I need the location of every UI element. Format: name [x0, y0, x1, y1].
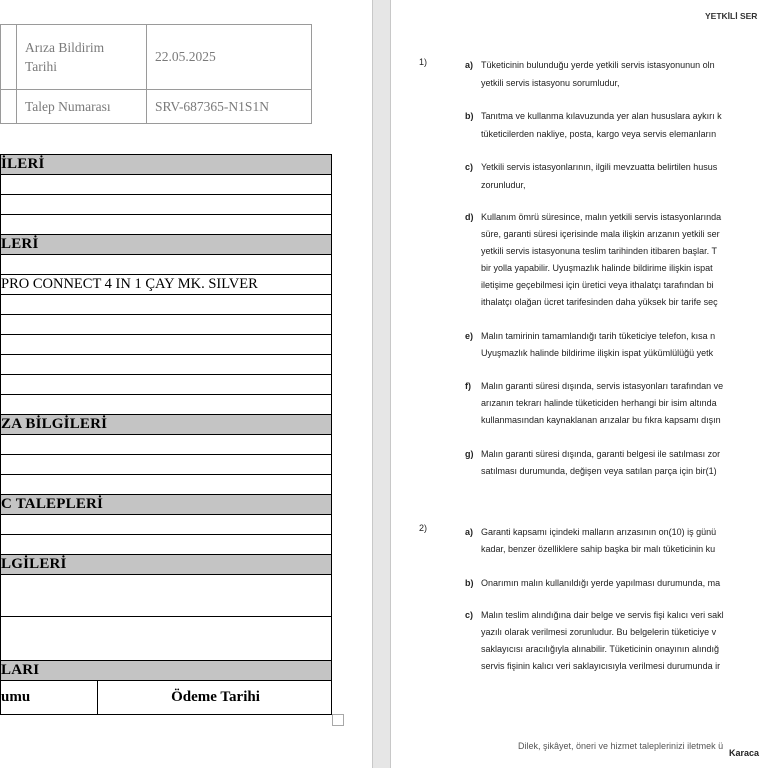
clause-letter: g)	[465, 449, 474, 459]
info-row-request	[1, 90, 312, 124]
form-row	[0, 514, 332, 534]
clause-line: Kullanım ömrü süresince, malın yetkili servis istasyonlarında	[481, 212, 722, 222]
request-value: SRV-687365-N1S1N	[147, 90, 312, 124]
left-page	[0, 0, 372, 768]
clause-letter: b)	[465, 111, 474, 121]
form-row	[0, 294, 332, 314]
clause-line: arızanın tekrarı halinde tüketiciden herhangi bir isim altında	[481, 398, 717, 408]
clause-line: kadar, benzer özelliklere sahip başka bir malı tüketicinin ku	[481, 544, 716, 554]
clause-line: yetkili servis istasyonu sorumludur,	[481, 78, 620, 88]
form-row	[0, 394, 332, 414]
form-row	[0, 454, 332, 474]
payment-table	[0, 680, 332, 715]
clause-letter: b)	[465, 578, 474, 588]
section-header-5: LGİLERİ	[0, 554, 332, 574]
clause-letter: c)	[465, 610, 474, 620]
form-row	[0, 334, 332, 354]
clause-line: kullanmasından kaynaklanan arızalar bu fıkra kapsamı dışın	[481, 415, 721, 425]
clause-line: tüketicilerden nakliye, posta, kargo veya servis elemanların	[481, 129, 717, 139]
form-row	[0, 534, 332, 554]
clause-line: ithalatçı olağan ücret tarifesinden daha yüksek bir tarife seç	[481, 297, 718, 307]
clause-line: zorunludur,	[481, 180, 526, 190]
section-header-3: ZA BİLGİLERİ	[0, 414, 332, 434]
clause-line: yetkili servis istasyonuna teslim tarihinden itibaren başlar. T	[481, 246, 717, 256]
form-row	[0, 174, 332, 194]
page-divider	[372, 0, 373, 768]
form-row	[0, 214, 332, 234]
clause-line: Malın tamirinin tamamlandığı tarih tüketiciye telefon, kısa n	[481, 331, 716, 341]
section-header-2: LERİ	[0, 234, 332, 254]
form-row	[0, 314, 332, 334]
clause-line: Malın teslim alındığına dair belge ve servis fişi kalıcı veri sakl	[481, 610, 724, 620]
date-value: 22.05.2025	[147, 25, 312, 90]
clause-letter: a)	[465, 60, 474, 70]
page-divider	[390, 0, 391, 768]
section-header-4: C TALEPLERİ	[0, 494, 332, 514]
clause-letter: a)	[465, 527, 474, 537]
clause-line: süre, garanti süresi içerisinde mala ilişkin arızanın yetkili ser	[481, 229, 720, 239]
clause-line: Yetkili servis istasyonlarının, ilgili mevzuatta belirtilen husus	[481, 162, 718, 172]
page-header: YETKİLİ SER	[705, 11, 758, 21]
form-row	[0, 474, 332, 494]
date-label: Arıza Bildirim Tarihi	[17, 25, 147, 90]
clause-line: bir yolla yapabilir. Uyuşmazlık halinde bildirime ilişkin ispat	[481, 263, 713, 273]
clause-line: servis fişinin kalıcı veri saklayıcısıyla verilmesi durumunda ir	[481, 661, 721, 671]
form-row	[0, 616, 332, 660]
info-cell-blank	[1, 25, 17, 90]
clause-line: Uyuşmazlık halinde bildirime ilişkin ispat yükümlülüğü yetk	[481, 348, 714, 358]
section-header-1: İLERİ	[0, 154, 332, 174]
section-number-2: 2)	[419, 523, 428, 533]
page-footer: Dilek, şikâyet, öneri ve hizmet taleplerinizi iletmek ü	[518, 741, 724, 751]
form-row	[0, 194, 332, 214]
request-label: Talep Numarası	[17, 90, 147, 124]
payment-col-a: umu	[1, 689, 31, 705]
brand-name: Karaca	[729, 748, 760, 758]
clause-line: Garanti kapsamı içindeki malların arızasının on(10) iş günü	[481, 527, 717, 537]
clause-line: saklayıcısı aracılığıyla alınabilir. Tüketicinin onayının alındığ	[481, 644, 719, 654]
payment-date-header: Ödeme Tarihi	[171, 689, 260, 705]
clause-line: Tüketicinin bulunduğu yerde yetkili servis istasyonunun oln	[481, 60, 715, 70]
table-resize-handle[interactable]	[332, 714, 344, 726]
info-cell-blank	[1, 90, 17, 124]
right-page	[390, 0, 768, 768]
form-row	[0, 574, 332, 616]
clause-line: Tanıtma ve kullanma kılavuzunda yer alan hususlara aykırı k	[481, 111, 722, 121]
info-row-date	[1, 25, 312, 90]
form-row	[0, 254, 332, 274]
form-row	[0, 434, 332, 454]
clause-line: Malın garanti süresi dışında, garanti belgesi ile satılması zor	[481, 449, 721, 459]
clause-letter: e)	[465, 331, 474, 341]
section-header-6: LARI	[0, 660, 332, 680]
product-name: PRO CONNECT 4 IN 1 ÇAY MK. SILVER	[0, 274, 332, 294]
clause-line: Malın garanti süresi dışında, servis istasyonları tarafından ve	[481, 381, 724, 391]
clause-letter: c)	[465, 162, 474, 172]
info-table	[0, 24, 312, 124]
section-number-1: 1)	[419, 57, 428, 67]
clause-letter: f)	[465, 381, 471, 391]
clause-line: iletişime geçebilmesi için üretici veya ithalatçı tarafından bi	[481, 280, 714, 290]
form-row	[0, 354, 332, 374]
clause-line: yazılı olarak verilmesi zorunludur. Bu belgelerin tüketiciye v	[481, 627, 717, 637]
clause-line: satılması durumunda, değişen veya satılan parça için bir(1)	[481, 466, 717, 476]
clause-line: Onarımın malın kullanıldığı yerde yapılması durumunda, ma	[481, 578, 721, 588]
form-row	[0, 374, 332, 394]
clause-letter: d)	[465, 212, 474, 222]
